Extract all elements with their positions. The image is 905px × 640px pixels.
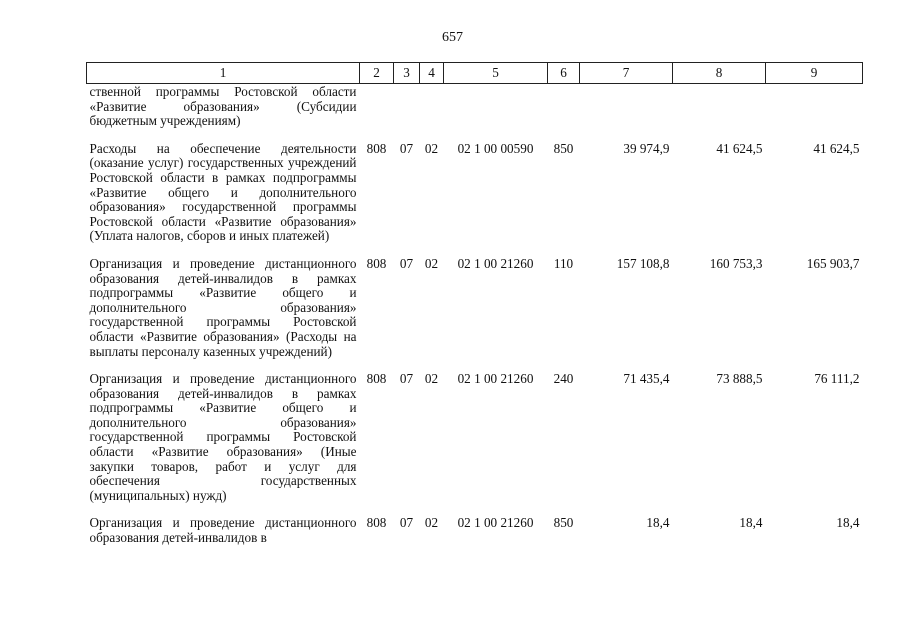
cell-subsection	[420, 84, 444, 142]
cell-year-1: 157 108,8	[616, 255, 670, 271]
cell-subsection: 02	[424, 515, 439, 531]
cell-year-2: 41 624,5	[716, 140, 763, 156]
cell-expense-type: 240	[553, 371, 574, 387]
cell-grbs: 808	[366, 140, 387, 156]
cell-grbs	[360, 84, 394, 142]
cell-year-3: 18,4	[836, 515, 860, 531]
cell-target-article: 02 1 00 00590	[457, 140, 534, 156]
cell-section: 07	[399, 371, 414, 387]
table-row	[87, 516, 863, 545]
cell-section: 07	[399, 255, 414, 271]
cell-grbs: 808	[366, 371, 387, 387]
cell-target-article: 02 1 00 21260	[457, 515, 534, 531]
cell-year-1: 71 435,4	[623, 371, 670, 387]
col-header-4: 4	[420, 63, 444, 84]
cell-year-1	[580, 84, 673, 142]
row-description: Организация и проведение дистанционного образования детей-инвалидов в рамках подпрограммы «Развитие общего и дополнительного образования» государственной программы Ростовской области «Развитие образования» (Иные закупки товаров, работ и услуг для обеспечения государственных (муниципальных) нужд)	[89, 371, 357, 503]
col-header-2: 2	[360, 63, 394, 84]
cell-year-1: 39 974,9	[623, 140, 670, 156]
cell-subsection: 02	[424, 371, 439, 387]
table-row	[87, 257, 863, 372]
cell-grbs: 808	[366, 255, 387, 271]
cell-year-1: 18,4	[646, 515, 670, 531]
cell-expense-type: 850	[553, 515, 574, 531]
cell-target-article: 02 1 00 21260	[457, 371, 534, 387]
col-header-5: 5	[444, 63, 548, 84]
cell-target-article	[444, 84, 548, 142]
cell-year-3: 76 111,2	[814, 371, 860, 387]
col-header-6: 6	[548, 63, 580, 84]
col-header-1: 1	[87, 63, 360, 84]
page-number: 657	[442, 30, 463, 45]
cell-subsection: 02	[424, 140, 439, 156]
cell-target-article: 02 1 00 21260	[457, 255, 534, 271]
cell-section	[394, 84, 420, 142]
cell-subsection: 02	[424, 255, 439, 271]
cell-year-2: 160 753,3	[709, 255, 763, 271]
cell-year-2: 18,4	[739, 515, 763, 531]
cell-expense-type: 110	[553, 255, 574, 271]
cell-section: 07	[399, 140, 414, 156]
col-header-9: 9	[766, 63, 863, 84]
cell-year-2: 73 888,5	[716, 371, 763, 387]
row-description: ственной программы Ростовской области «Развитие образования» (Субсидии бюджетным учреждениям)	[89, 84, 357, 129]
cell-year-3	[766, 84, 863, 142]
cell-section: 07	[399, 515, 414, 531]
header-row	[87, 63, 863, 84]
budget-table	[86, 62, 863, 546]
cell-expense-type: 850	[553, 140, 574, 156]
cell-grbs: 808	[366, 515, 387, 531]
table-row	[87, 142, 863, 257]
row-description: Организация и проведение дистанционного образования детей-инвалидов в рамках подпрограммы «Развитие общего и дополнительного образования» государственной программы Ростовской области «Развитие образования» (Расходы на выплаты персоналу казенных учреждений)	[89, 255, 357, 359]
table-row	[87, 372, 863, 516]
row-description: Организация и проведение дистанционного образования детей-инвалидов в	[89, 515, 357, 546]
col-header-3: 3	[394, 63, 420, 84]
cell-year-3: 165 903,7	[806, 255, 860, 271]
cell-expense-type	[548, 84, 580, 142]
cell-year-3: 41 624,5	[813, 140, 860, 156]
col-header-7: 7	[580, 63, 673, 84]
col-header-8: 8	[673, 63, 766, 84]
table-row	[87, 84, 863, 142]
row-description: Расходы на обеспечение деятельности (оказание услуг) государственных учреждений Ростовской области в рамках подпрограммы «Развитие общего и дополнительного образования» государственной программы Ростовской области «Развитие образования» (Уплата налогов, сборов и иных платежей)	[89, 140, 357, 244]
cell-year-2	[673, 84, 766, 142]
